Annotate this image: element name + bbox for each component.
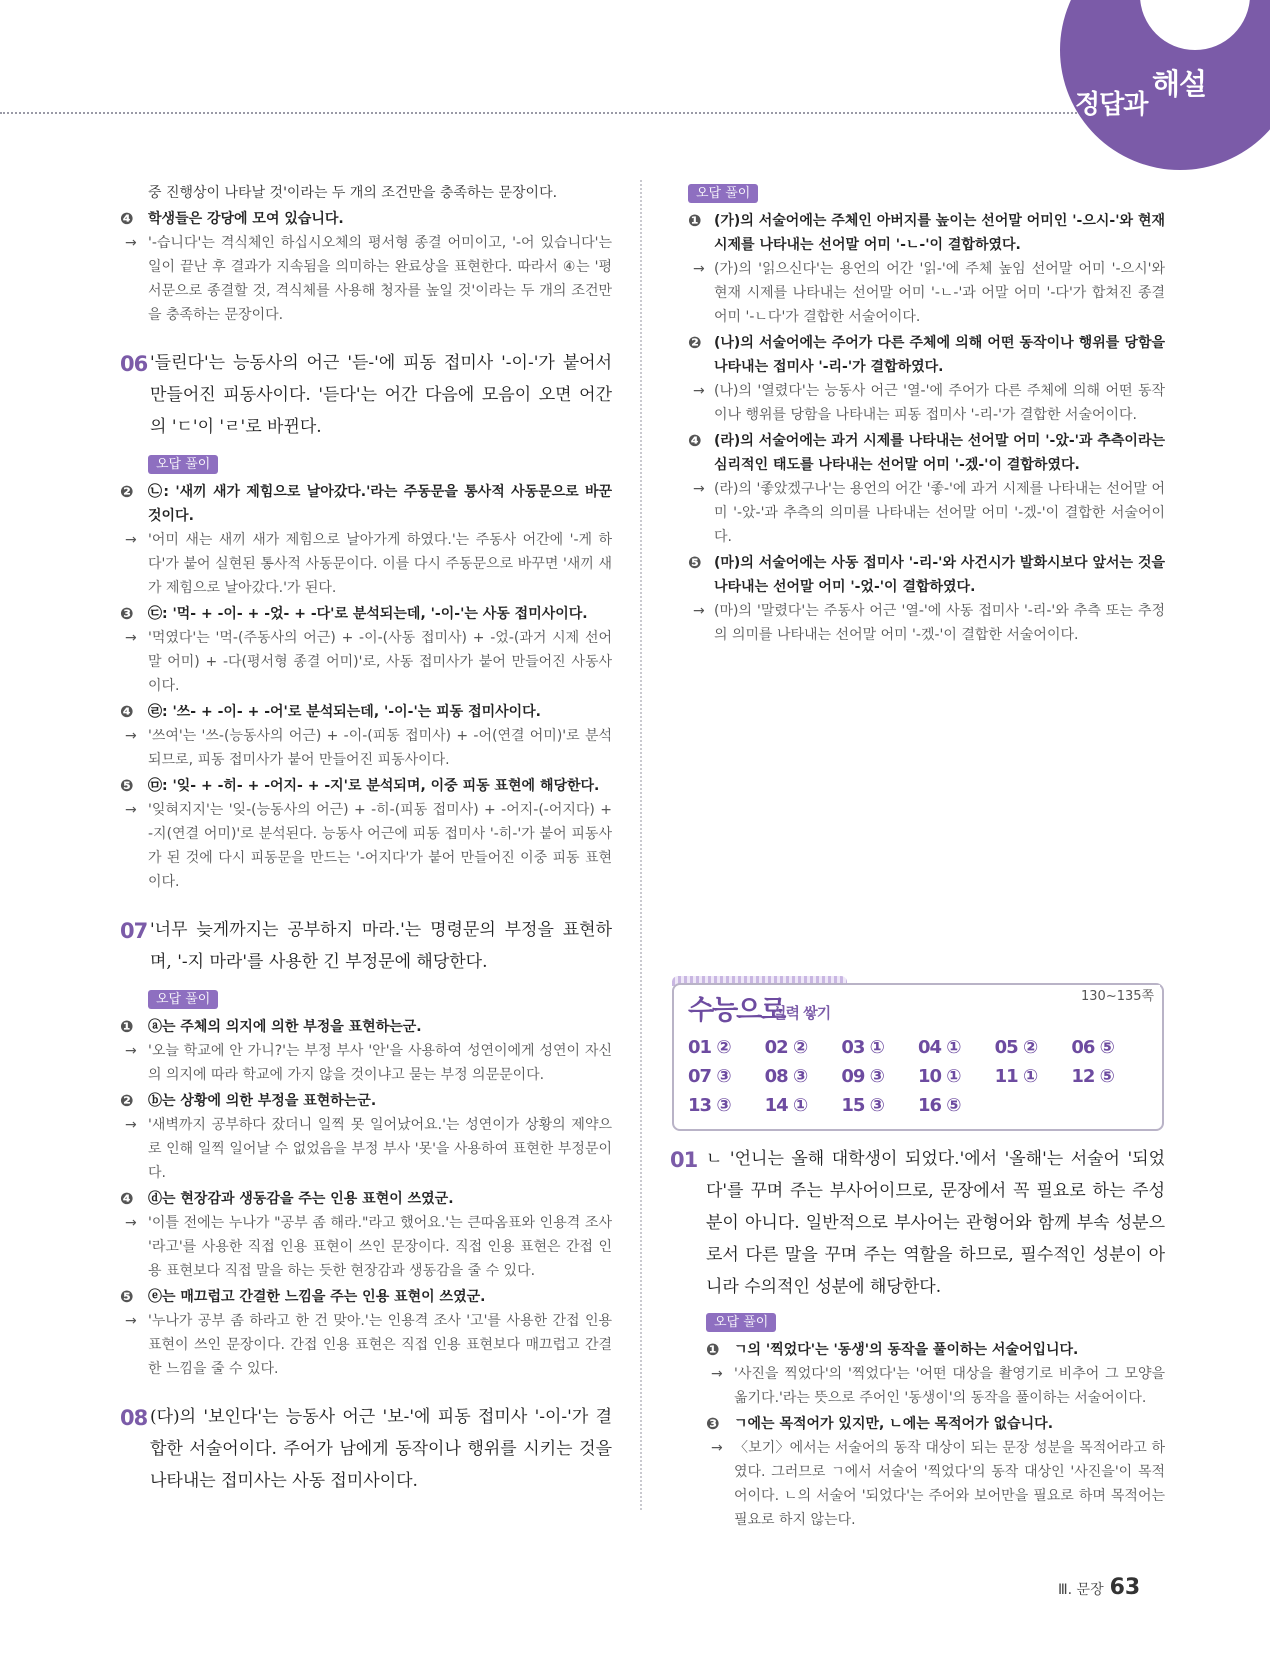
answer-box-subtitle: 실력 쌓기 [772, 1004, 831, 1022]
question-answer-text: '너무 늦게까지는 공부하지 마라.'는 명령문의 부정을 표현하며, '-지 마라'를 사용한 긴 부정문에 해당한다. [150, 920, 612, 972]
arrow-icon: → [125, 1215, 137, 1231]
left-column [120, 181, 612, 1497]
choice-number: ❶ [688, 211, 702, 230]
explanation [120, 528, 612, 600]
answer-cell: 13 ③ [688, 1095, 731, 1116]
wrong-answer-tag: 오답 풀이 [688, 184, 758, 203]
choice-item [120, 207, 612, 231]
wrong-answer-tag: 오답 풀이 [706, 1313, 776, 1332]
choice-number: ❹ [120, 702, 134, 721]
choice-item [688, 331, 1165, 379]
choice-text: ㉤: '잊- + -히- + -어지- + -지'로 분석되며, 이중 피동 표현에 해당한다. [148, 778, 600, 794]
right-column [688, 181, 1165, 647]
explanation [120, 1309, 612, 1381]
question-number: 06 [120, 352, 148, 376]
question-answer-text: (다)의 '보인다'는 능동사 어근 '보-'에 피동 접미사 '-이-'가 결합한 서술어이다. 주어가 남에게 동작이나 행위를 시키는 것을 나타내는 접미사는 사동 접미사이다. [150, 1407, 612, 1491]
arrow-icon: → [125, 630, 137, 646]
choice-number: ❷ [120, 1091, 134, 1110]
arrow-icon: → [125, 728, 137, 744]
answer-cell: 10 ① [917, 1066, 961, 1087]
explanation [688, 257, 1165, 329]
choice-number: ❺ [688, 553, 702, 572]
arrow-icon: → [125, 802, 137, 818]
answer-cell: 16 ⑤ [917, 1095, 961, 1116]
arrow-icon: → [125, 1313, 137, 1329]
choice-number: ❶ [706, 1340, 720, 1359]
explanation-text: (라)의 '좋았겠구나'는 용언의 어간 '좋-'에 과거 시제를 나타내는 선어말 어미 '-았-'과 추측의 의미를 나타내는 선어말 어미 '-겠-'이 결합한 서술어이다. [714, 481, 1165, 545]
chapter-label: Ⅲ. 문장 [1058, 1582, 1104, 1598]
explanation [120, 231, 612, 327]
explanation [688, 477, 1165, 549]
choice-number: ❺ [120, 776, 134, 795]
question-08 [120, 1401, 612, 1497]
choice-number: ❹ [120, 1189, 134, 1208]
answer-cell: 03 ① [841, 1037, 884, 1058]
choice-text: ㉢: '먹- + -이- + -었- + -다'로 분석되는데, '-이-'는 사동 접미사이다. [148, 606, 588, 622]
choice-item [120, 700, 612, 724]
explanation [120, 724, 612, 772]
choice-number: ❹ [120, 209, 134, 228]
choice-item [120, 480, 612, 528]
explanation-text: (나)의 '열렸다'는 능동사 어근 '열-'에 주어가 다른 주체에 의해 어떤 동작이나 행위를 당함을 나타내는 피동 접미사 '-리-'가 결합한 서술어이다. [714, 383, 1165, 423]
choice-text: (마)의 서술어에는 사동 접미사 '-리-'와 사건시가 발화시보다 앞서는 것을 나타내는 선어말 어미 '-었-'이 결합하였다. [714, 555, 1165, 595]
question-07 [120, 914, 612, 978]
choice-text: ⓓ는 현장감과 생동감을 주는 인용 표현이 쓰였군. [148, 1191, 454, 1207]
arrow-icon: → [125, 1043, 137, 1059]
explanation-text: '누나가 공부 좀 하라고 한 건 맞아.'는 인용격 조사 '고'를 사용한 간접 인용 표현이 쓰인 문장이다. 간접 인용 표현은 직접 인용 표현보다 매끄럽고 간결한 느낌을 줄 수 있다. [148, 1313, 612, 1377]
header-dotted-line [0, 112, 1105, 114]
answer-cell: 02 ② [764, 1037, 808, 1058]
choice-text: ㉡: '새끼 새가 제힘으로 날아갔다.'라는 주동문을 통사적 사동문으로 바꾼 것이다. [148, 484, 612, 524]
choice-item [120, 1015, 612, 1039]
choice-item [120, 1187, 612, 1211]
explanation [670, 1436, 1165, 1532]
answer-box-page-range: 130~135쪽 [1075, 985, 1160, 1004]
wrong-answer-tag: 오답 풀이 [148, 455, 218, 474]
explanation-text: '새벽까지 공부하다 잤더니 일찍 못 일어났어요.'는 성연이가 상황의 제약으로 인해 일찍 일어날 수 없었음을 부정 부사 '못'을 사용하여 표현한 부정문이다. [148, 1117, 612, 1181]
explanation-text: '오늘 학교에 안 가니?'는 부정 부사 '안'을 사용하여 성연이에게 성연이 자신의 의지에 따라 학교에 가지 않을 것이냐고 묻는 부정 의문문이다. [148, 1043, 612, 1083]
arrow-icon: → [125, 1117, 137, 1133]
question-06 [120, 347, 612, 443]
answer-cell: 04 ① [917, 1037, 961, 1058]
choice-number: ❸ [120, 604, 134, 623]
column-divider [640, 180, 642, 1510]
choice-item [688, 209, 1165, 257]
answer-cell: 14 ① [764, 1095, 808, 1116]
choice-text: ㉣: '쓰- + -이- + -어'로 분석되는데, '-이-'는 피동 접미사이다. [148, 704, 542, 720]
choice-number: ❺ [120, 1287, 134, 1306]
choice-text: ⓔ는 매끄럽고 간결한 느낌을 주는 인용 표현이 쓰였군. [148, 1289, 486, 1305]
choice-text: 학생들은 강당에 모여 있습니다. [148, 211, 344, 227]
choice-item [120, 1285, 612, 1309]
explanation-text: '이틀 전에는 누나가 "공부 좀 해라."라고 했어요.'는 큰따옴표와 인용격 조사 '라고'를 사용한 직접 인용 표현이 쓰인 문장이다. 직접 인용 표현은 간접 인용 표현보다 직접 말을 하는 듯한 현장감과 생동감을 줄 수 있다. [148, 1215, 612, 1279]
choice-number: ❷ [688, 333, 702, 352]
choice-text: ⓐ는 주체의 의지에 의한 부정을 표현하는군. [148, 1019, 422, 1035]
question-number: 07 [120, 919, 148, 943]
choice-item [120, 1089, 612, 1113]
page-footer [1058, 1575, 1140, 1600]
arrow-icon: → [693, 481, 705, 497]
choice-item [688, 551, 1165, 599]
explanation [120, 626, 612, 698]
explanation-text: '쓰여'는 '쓰-(능동사의 어근) + -이-(피동 접미사) + -어(연결 어미)'로 분석되므로, 피동 접미사가 붙어 만들어진 피동사이다. [148, 728, 612, 768]
choice-item [120, 602, 612, 626]
explanation-text: (마)의 '말렸다'는 주동사 어근 '열-'에 사동 접미사 '-리-'와 추측 또는 추정의 의미를 나타내는 선어말 어미 '-겠-'이 결합한 서술어이다. [714, 603, 1165, 643]
arrow-icon: → [711, 1366, 723, 1382]
answer-grid [688, 1035, 1148, 1118]
explanation [670, 1362, 1165, 1410]
choice-item [688, 429, 1165, 477]
header-badge-text-2: 해설 [1152, 67, 1207, 101]
arrow-icon: → [693, 261, 705, 277]
choice-text: (라)의 서술어에는 과거 시제를 나타내는 선어말 어미 '-았-'과 추측이라는 심리적인 태도를 나타내는 선어말 어미 '-겠-'이 결합하였다. [714, 433, 1165, 473]
answer-cell: 05 ② [994, 1037, 1038, 1058]
arrow-icon: → [693, 383, 705, 399]
answer-cell: 01 ② [688, 1037, 731, 1058]
explanation-text: 〈보기〉에서는 서술어의 동작 대상이 되는 문장 성분을 목적어라고 하였다. 그러므로 ㄱ에서 서술어 '찍었다'의 동작 대상인 '사진을'이 목적어이다. ㄴ의 서술어 '되었다'는 주어와 보어만을 필요로 하며 목적어는 필요로 하지 않는다. [734, 1440, 1165, 1528]
choice-item [670, 1338, 1165, 1362]
explanation [120, 1211, 612, 1283]
explanation-text: '어미 새는 새끼 새가 제힘으로 날아가게 하였다.'는 주동사 어간에 '-게 하다'가 붙어 실현된 통사적 사동문이다. 이를 다시 주동문으로 바꾸면 '새끼 새가 제힘으로 날아갔다.'가 된다. [148, 532, 612, 596]
choice-text: ⓑ는 상황에 의한 부정을 표현하는군. [148, 1093, 377, 1109]
explanation [120, 1039, 612, 1087]
explanation [688, 599, 1165, 647]
choice-text: ㄱ에는 목적어가 있지만, ㄴ에는 목적어가 없습니다. [734, 1416, 1054, 1432]
explanation-text: '사진을 찍었다'의 '찍었다'는 '어떤 대상을 촬영기로 비추어 그 모양을 옮기다.'라는 뜻으로 주어인 '동생이'의 동작을 풀이하는 서술어이다. [734, 1366, 1165, 1406]
question-number: 08 [120, 1406, 148, 1430]
answer-cell: 15 ③ [841, 1095, 884, 1116]
suneung-question-01 [670, 1143, 1165, 1532]
explanation [120, 1113, 612, 1185]
choice-text: (나)의 서술어에는 주어가 다른 주체에 의해 어떤 동작이나 행위를 당함을 나타내는 접미사 '-리-'가 결합하였다. [714, 335, 1165, 375]
explanation-text: '잊혀지지'는 '잊-(능동사의 어근) + -히-(피동 접미사) + -어지-(-어지다) + -지(연결 어미)'로 분석된다. 능동사 어근에 피동 접미사 '-히-'가 붙어 피동사가 된 것에 다시 피동문을 만드는 '-어지다'가 붙어 만들어진 이중 피동 표현이다. [148, 802, 612, 890]
answer-cell: 12 ⑤ [1071, 1066, 1114, 1087]
explanation-text: '-습니다'는 격식체인 하십시오체의 평서형 종결 어미이고, '-어 있습니다'는 일이 끝난 후 결과가 지속됨을 의미하는 완료상을 표현한다. 따라서 ④는 '평서문으로 종결할 것, 격식체를 사용해 청자를 높일 것'이라는 두 개의 조건만을 충족하는 문장이다. [148, 235, 612, 323]
arrow-icon: → [125, 235, 137, 251]
answer-cell: 11 ① [994, 1066, 1038, 1087]
choice-number: ❶ [120, 1017, 134, 1036]
arrow-icon: → [125, 532, 137, 548]
answer-cell: 06 ⑤ [1071, 1037, 1114, 1058]
continued-text: 중 진행상이 나타날 것'이라는 두 개의 조건만을 충족하는 문장이다. [148, 185, 558, 201]
page-number: 63 [1109, 1575, 1141, 1600]
question-answer-text: ㄴ '언니는 올해 대학생이 되었다.'에서 '올해'는 서술어 '되었다'를 꾸며 주는 부사어이므로, 문장에서 꼭 필요로 하는 주성분이 아니다. 일반적으로 부사어는 관형어와 함께 부속 성분으로서 다른 말을 꾸며 주는 역할을 하므로, 필수적인 성분이 아니라 수의적인 성분에 해당한다. [706, 1149, 1165, 1297]
question-answer-text: '들린다'는 능동사의 어근 '듣-'에 피동 접미사 '-이-'가 붙어서 만들어진 피동사이다. '듣다'는 어간 다음에 모음이 오면 어간의 'ㄷ'이 'ㄹ'로 바뀐다. [150, 353, 612, 437]
explanation-text: (가)의 '읽으신다'는 용언의 어간 '읽-'에 주체 높임 선어말 어미 '-으시'와 현재 시제를 나타내는 선어말 어미 '-ㄴ-'과 어말 어미 '-다'가 합쳐진 종결 어미 '-ㄴ다'가 결합한 서술어이다. [714, 261, 1165, 325]
answer-cell: 07 ③ [688, 1066, 731, 1087]
header-badge-text-1: 정답과 [1075, 90, 1148, 120]
explanation [120, 798, 612, 894]
wrong-answer-tag: 오답 풀이 [148, 990, 218, 1009]
choice-number: ❸ [706, 1414, 720, 1433]
arrow-icon: → [693, 603, 705, 619]
question-01 [670, 1143, 1165, 1303]
choice-number: ❹ [688, 431, 702, 450]
choice-text: ㄱ의 '찍었다'는 '동생'의 동작을 풀이하는 서술어입니다. [734, 1342, 1079, 1358]
choice-item [670, 1412, 1165, 1436]
question-number: 01 [670, 1148, 698, 1172]
choice-text: (가)의 서술어에는 주체인 아버지를 높이는 선어말 어미인 '-으시-'와 현재 시제를 나타내는 선어말 어미 '-ㄴ-'이 결합하였다. [714, 213, 1165, 253]
arrow-icon: → [711, 1440, 723, 1456]
choice-number: ❷ [120, 482, 134, 501]
answer-box-title: 수능으로 [688, 995, 785, 1026]
explanation-text: '먹였다'는 '먹-(주동사의 어근) + -이-(사동 접미사) + -었-(과거 시제 선어말 어미) + -다(평서형 종결 어미)'로, 사동 접미사가 붙어 만들어진 사동사이다. [148, 630, 612, 694]
answer-cell: 09 ③ [841, 1066, 884, 1087]
choice-item [120, 774, 612, 798]
explanation [688, 379, 1165, 427]
answer-cell: 08 ③ [764, 1066, 808, 1087]
